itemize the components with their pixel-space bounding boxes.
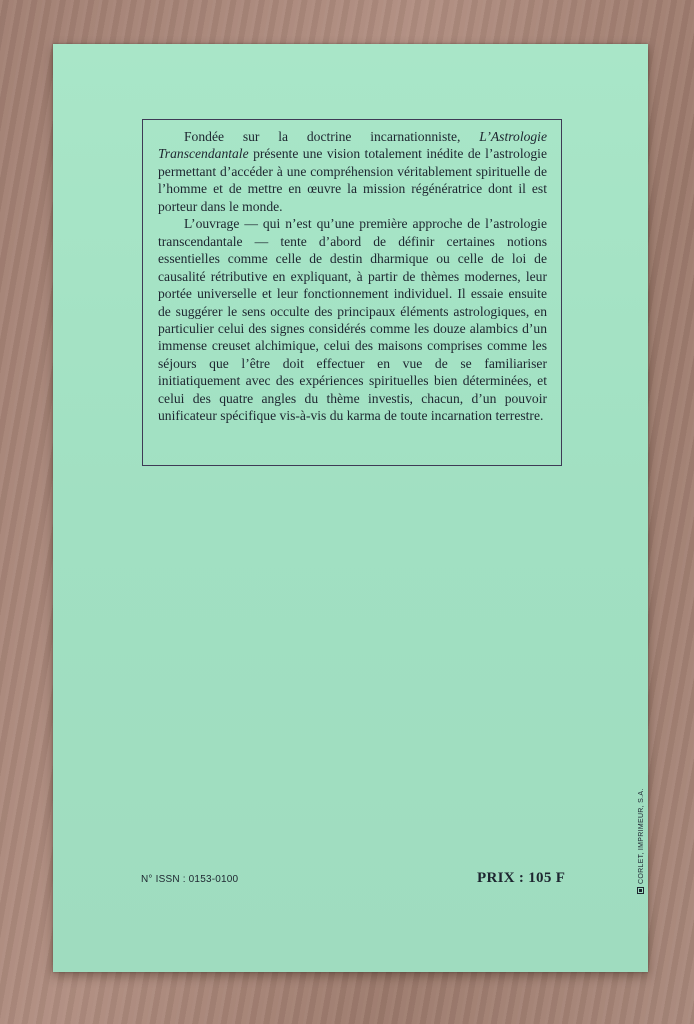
issn-number: N° ISSN : 0153-0100 xyxy=(141,874,239,885)
blurb-p1-after: présente une vision totalement inédite de l’astrologie permettant d’accéder à une compréhension véritablement spirituelle de l’homme et de mettre en œuvre la mission régénératrice dont il est porteur dans le monde. xyxy=(158,146,547,214)
blurb-paragraph-2: L’ouvrage — qui n’est qu’une première approche de l’astrologie transcendantale — tente d’abord de définir certaines notions essentielles comme celle de destin dharmique ou celle de loi de causalité rétributive en expliquant, à partir de thèmes modernes, leur portée universelle et leur fonctionnement individuel. Il essaie ensuite de suggérer le sens occulte des principaux éléments astrologiques, en particulier celui des signes considérés comme les douze alambics d’un immense creuset alchimique, celui des maisons comprises comme les séjours que l’être doit effectuer en vue de se familiariser initiatiquement avec des expériences spirituelles bien déterminées, et celui des quatre angles du thème investis, chacun, d’un pouvoir unificateur spécifique vis-à-vis du karma de toute incarnation terrestre. xyxy=(158,216,547,424)
book-back-cover xyxy=(53,44,648,972)
printer-logo-icon xyxy=(637,887,644,894)
printer-credit xyxy=(637,788,645,894)
price-label: PRIX : 105 F xyxy=(477,870,566,886)
printer-credit-text: CORLET, IMPRIMEUR, S.A. xyxy=(638,788,645,884)
book-title-italic: L’Astrologie Transcendantale xyxy=(158,129,547,162)
blurb-paragraph-1 xyxy=(158,128,547,215)
blurb-p1-before: Fondée sur la doctrine incarnationniste, xyxy=(184,129,480,144)
blurb-box xyxy=(142,119,562,466)
